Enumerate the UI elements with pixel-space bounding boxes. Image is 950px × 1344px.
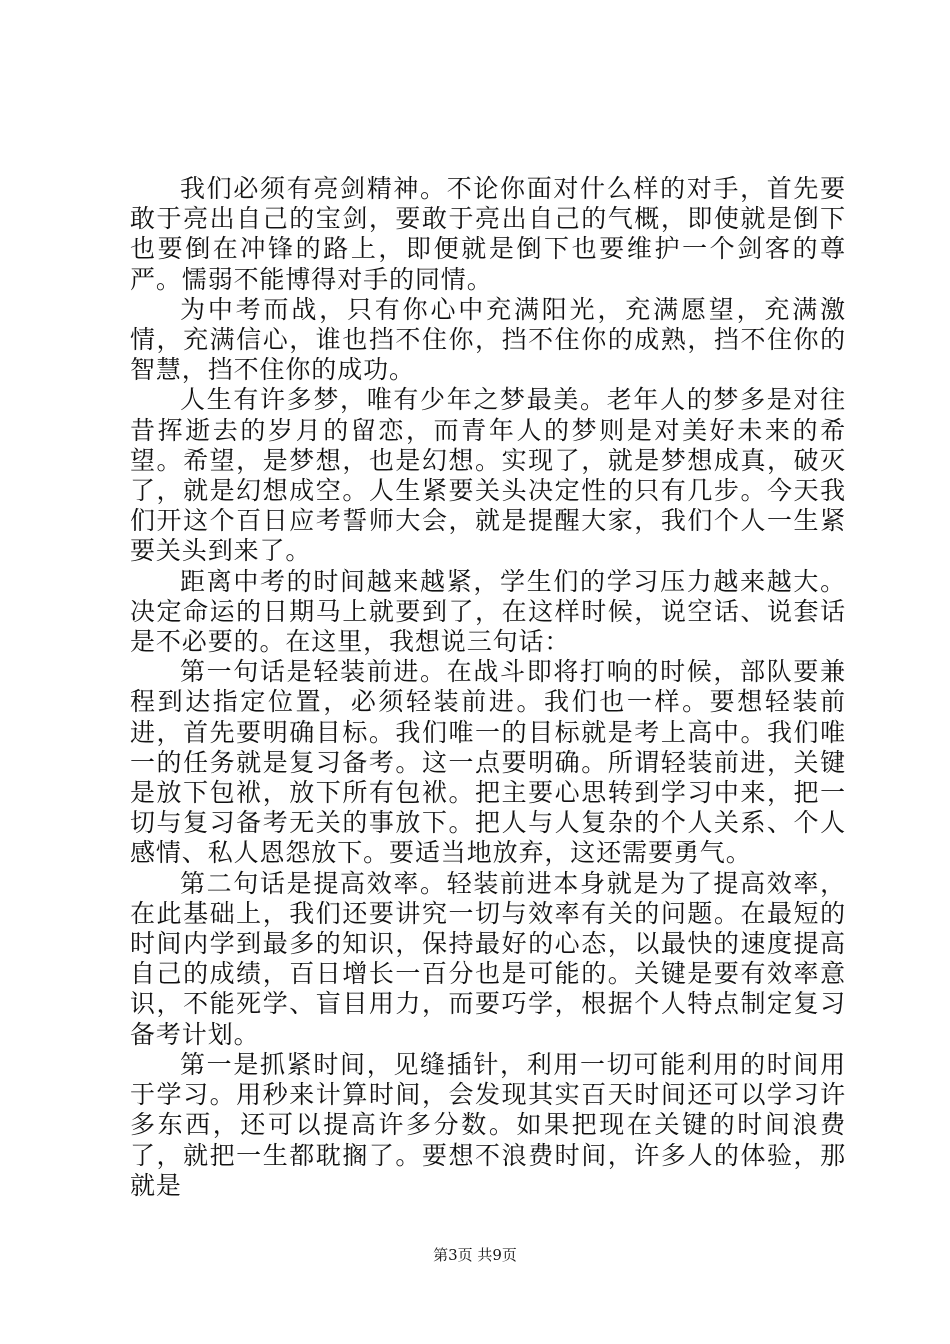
paragraph: 距离中考的时间越来越紧，学生们的学习压力越来越大。决定命运的日期马上就要到了，在这样时候，说空话、说套话是不必要的。在这里，我想说三句话： [130,566,846,657]
paragraph: 为中考而战，只有你心中充满阳光，充满愿望，充满激情，充满信心，谁也挡不住你，挡不住你的成熟，挡不住你的智慧，挡不住你的成功。 [130,294,846,385]
paragraph: 人生有许多梦，唯有少年之梦最美。老年人的梦多是对往昔挥逝去的岁月的留恋，而青年人的梦则是对美好未来的希望。希望，是梦想，也是幻想。实现了，就是梦想成真，破灭了，就是幻想成空。人生紧要关头决定性的只有几步。今天我们开这个百日应考誓师大会，就是提醒大家，我们个人一生紧要关头到来了。 [130,385,846,566]
paragraph: 第一句话是轻装前进。在战斗即将打响的时候，部队要兼程到达指定位置，必须轻装前进。我们也一样。要想轻装前进，首先要明确目标。我们唯一的目标就是考上高中。我们唯一的任务就是复习备考。这一点要明确。所谓轻装前进，关键是放下包袱，放下所有包袱。把主要心思转到学习中来，把一切与复习备考无关的事放下。把人与人复杂的个人关系、个人感情、私人恩怨放下。要适当地放弃，这还需要勇气。 [130,657,846,868]
paragraph: 第一是抓紧时间，见缝插针，利用一切可能利用的时间用于学习。用秒来计算时间，会发现其实百天时间还可以学习许多东西，还可以提高许多分数。如果把现在关键的时间浪费了，就把一生都耽搁了。要想不浪费时间，许多人的体验，那就是 [130,1049,846,1200]
paragraph: 第二句话是提高效率。轻装前进本身就是为了提高效率，在此基础上，我们还要讲究一切与效率有关的问题。在最短的时间内学到最多的知识，保持最好的心态，以最快的速度提高自己的成绩，百日增长一百分也是可能的。关键是要有效率意识，不能死学、盲目用力，而要巧学，根据个人特点制定复习备考计划。 [130,868,846,1049]
page-footer: 第3页 共9页 [433,1246,517,1264]
document-body [130,174,846,1201]
paragraph: 我们必须有亮剑精神。不论你面对什么样的对手，首先要敢于亮出自己的宝剑，要敢于亮出自己的气概，即使就是倒下也要倒在冲锋的路上，即便就是倒下也要维护一个剑客的尊严。懦弱不能博得对手的同情。 [130,174,846,294]
